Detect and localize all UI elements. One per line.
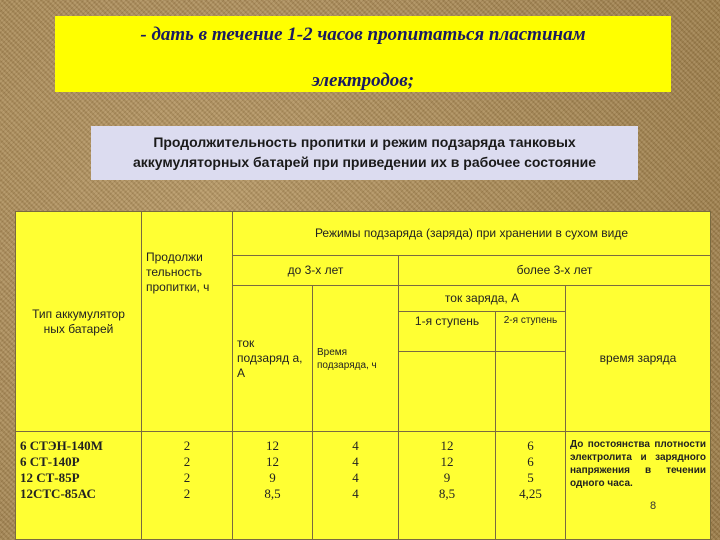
header-charge-current: ток заряда, А [399, 286, 566, 312]
header-battery-type: Тип аккумулятор ных батарей [16, 212, 142, 432]
header-over-3-years: более 3-х лет [399, 256, 711, 286]
header-stage-1: 1-я ступень [399, 312, 496, 352]
banner-line-2: электродов; [311, 70, 415, 91]
stage-2-value: 6 [527, 454, 534, 469]
stage-1-cell [399, 432, 496, 540]
stage-2-value: 5 [527, 470, 534, 485]
current-a-cell [233, 432, 313, 540]
instruction-banner [55, 16, 671, 92]
battery-type: 12 СТ-85Р [20, 470, 80, 485]
charge-time-value: 4 [352, 438, 359, 453]
impregnation-hours: 2 [183, 438, 191, 453]
battery-types-cell [16, 432, 142, 540]
header-charge-time: время заряда [566, 286, 711, 432]
header-charging-modes: Режимы подзаряда (заряда) при хранении в сухом виде [233, 212, 711, 256]
stage-1-value: 12 [440, 438, 454, 453]
header-charge-time-h: Время подзаряда, ч [313, 286, 399, 432]
stage-2-cell [496, 432, 566, 540]
header-impregnation-duration: Продолжи тельность пропитки, ч [142, 212, 233, 432]
caption-line-2: аккумуляторных батарей при приведении их в рабочее состояние [132, 154, 597, 170]
impregnation-hours-cell [142, 432, 233, 540]
table-caption [91, 126, 638, 180]
impregnation-hours: 2 [183, 454, 191, 469]
stage-1-value: 9 [443, 470, 451, 485]
battery-type: 6 СТ-140Р [20, 454, 80, 469]
charge-time-value: 4 [352, 486, 359, 501]
stage-1-value: 8,5 [438, 486, 456, 501]
current-a-value: 12 [266, 438, 279, 453]
caption-line-1: Продолжительность пропитки и режим подзаряда танковых [153, 134, 576, 150]
header-stage-2: 2-я ступень [496, 312, 566, 352]
header-current-a: ток подзаряд а, А [233, 286, 313, 432]
impregnation-hours: 2 [183, 486, 191, 501]
battery-type: 6 СТЭН-140М [20, 438, 103, 453]
banner-line-1: - дать в течение 1-2 часов пропитаться пластинам [140, 24, 586, 45]
charging-table-wrap [15, 211, 710, 540]
charge-time-value: 4 [352, 470, 359, 485]
impregnation-hours: 2 [183, 470, 191, 485]
header-up-to-3-years: до 3-х лет [233, 256, 399, 286]
page-number: 8 [650, 500, 657, 512]
charge-time-value: 4 [352, 454, 359, 469]
charge-time-h-cell [313, 432, 399, 540]
charging-table [15, 211, 711, 540]
current-a-value: 12 [266, 454, 279, 469]
charge-time-note: До постоянства плотности электролита и зарядного напряжения в течении одного часа. [566, 432, 711, 540]
stage-2-value: 4,25 [519, 486, 542, 501]
stage-1-value: 12 [440, 454, 454, 469]
battery-type: 12СТС-85АС [20, 486, 96, 501]
current-a-value: 8,5 [264, 486, 281, 501]
stage-2-value: 6 [527, 438, 534, 453]
current-a-value: 9 [269, 470, 276, 485]
